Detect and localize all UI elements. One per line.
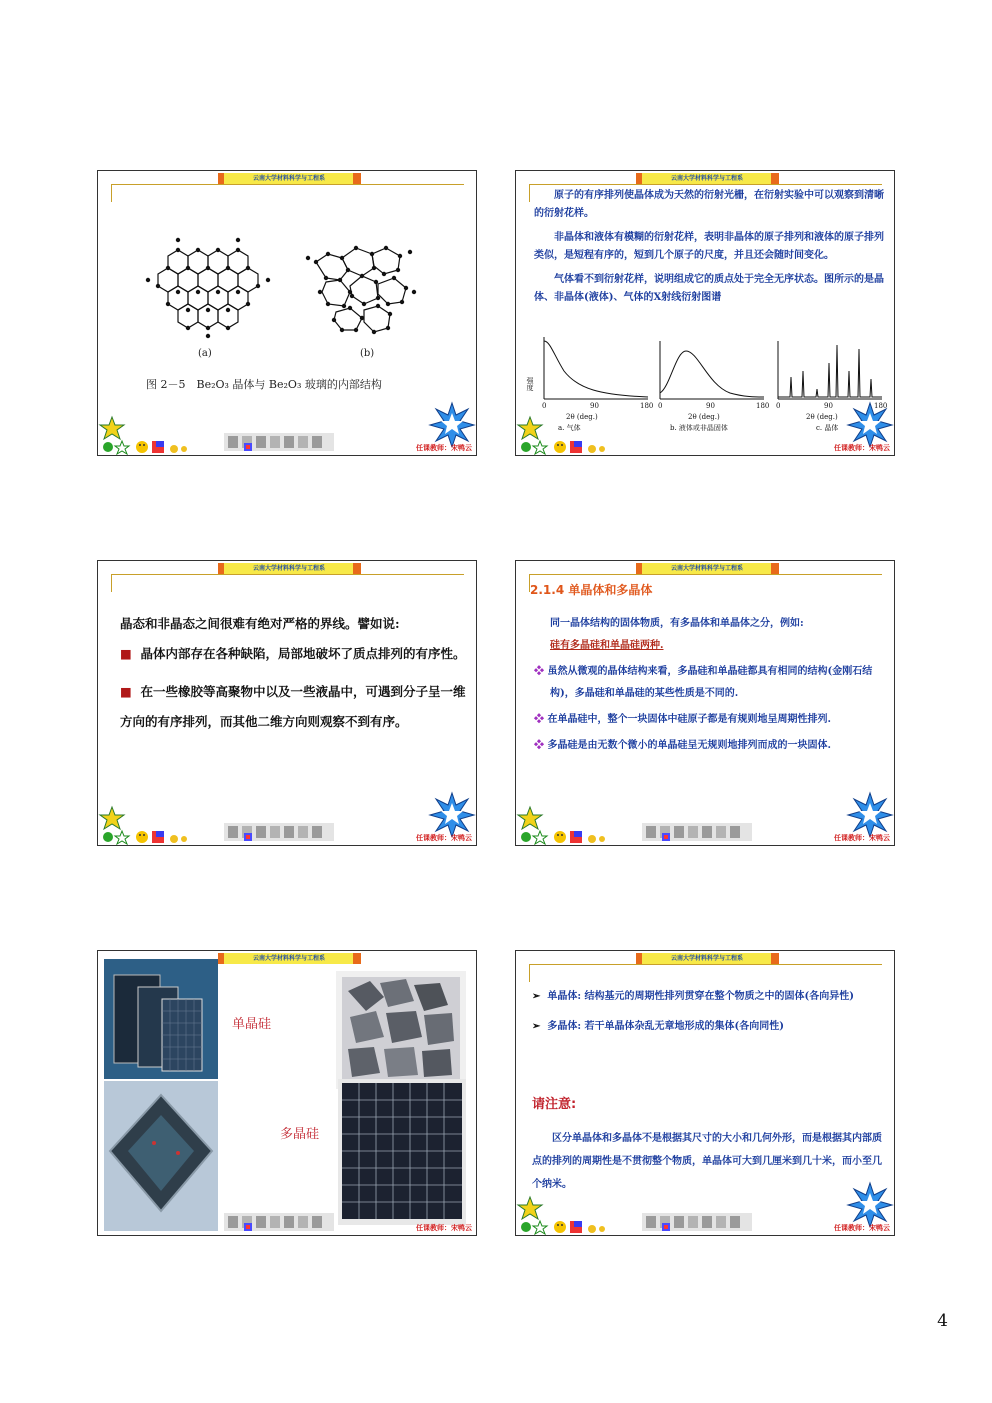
notice-heading: 请注意: [532, 1097, 577, 1112]
square-bullet-icon: ■ [120, 684, 141, 699]
paragraph: 原子的有序排列使晶体成为天然的衍射光栅，在衍射实验中可以观察到清晰的衍射花样。 [534, 190, 884, 219]
paragraph: 气体看不到衍射花样，说明组成它的质点处于完全无序状态。图所示的是晶体、非晶体(液体)、气体的X射线衍射图谱 [534, 274, 884, 303]
tick-label: 90 [706, 402, 715, 410]
text-block [120, 609, 468, 737]
slide-1 [97, 170, 477, 456]
tick-label: 180 [756, 402, 770, 410]
slide-header: 云南大学材料科学与工程系 [224, 563, 354, 574]
decoration-left [516, 801, 606, 845]
bullet-item [530, 735, 884, 757]
square-bullet-icon: ■ [120, 646, 141, 661]
decoration-left [98, 801, 188, 845]
slide-footer: 任课教师：宋鸭云 [416, 444, 472, 452]
figure-label-a: (a) [198, 348, 212, 359]
slide-footer: 任课教师：宋鸭云 [834, 444, 890, 452]
slide-footer: 任课教师：宋鸭云 [416, 1224, 472, 1232]
slide-footer: 任课教师：宋鸭云 [834, 1224, 890, 1232]
decoration-star-icon [428, 399, 476, 447]
slide-header: 云南大学材料科学与工程系 [642, 173, 772, 184]
example-link[interactable]: 硅有多晶硅和单晶硅两种. [550, 640, 664, 651]
frame-line [111, 184, 112, 202]
frame-line [529, 574, 882, 575]
diamond-bullet-icon: ❖ [534, 740, 548, 751]
text-block [530, 613, 884, 757]
mono-silicon-panels-photo [104, 959, 218, 1079]
label-mono-silicon: 单晶硅 [232, 1017, 272, 1032]
label-poly-silicon: 多晶硅 [280, 1127, 320, 1142]
watermark-logo [224, 1213, 334, 1231]
arrow-bullet-icon: ➢ [532, 991, 548, 1002]
decoration-left [516, 1191, 606, 1235]
bullet-text: 在单晶硅中，整个一块固体中硅原子都是有规则地呈周期性排列. [547, 714, 831, 725]
tick-label: 0 [776, 402, 781, 410]
figure-label-b: (b) [360, 348, 375, 359]
paragraph: 非晶体和液体有模糊的衍射花样，表明非晶体的原子排列和液体的原子排列类似，是短程有序的，短到几个原子的尺度，并且还会随时间变化。 [534, 232, 884, 261]
frame-line [529, 184, 530, 202]
slide-3 [97, 560, 477, 846]
arrow-bullet-icon: ➢ [532, 1021, 548, 1032]
slide-2 [515, 170, 895, 456]
slide-header: 云南大学材料科学与工程系 [642, 563, 772, 574]
bullet-item [530, 709, 884, 731]
decoration-star-icon [846, 1179, 894, 1227]
bullet-text: 单晶体: 结构基元的周期性排列贯穿在整个物质之中的固体(各向异性) [547, 991, 854, 1002]
header-cap [353, 953, 361, 964]
header-cap [771, 953, 779, 964]
silicon-chip-photo [104, 1081, 218, 1231]
bullet-text: 在一些橡胶等高聚物中以及一些液晶中，可遇到分子呈一维方向的有序排列，而其他二维方向则观察不到有序。 [120, 684, 466, 729]
slide-footer: 任课教师：宋鸭云 [416, 834, 472, 842]
x-axis-label: 2θ (deg.) [566, 413, 598, 421]
poly-silicon-panel-photo [338, 1079, 466, 1225]
bullet-text: 晶体内部存在各种缺陷，局部地破坏了质点排列的有序性。 [140, 646, 466, 661]
decoration-left [98, 411, 188, 455]
notice-paragraph: 区分单晶体和多晶体不是根据其尺寸的大小和几何外形，而是根据其内部质点的排列的周期性是不贯彻整个物质，单晶体可大到几厘米到几十米，而小至几个纳米。 [532, 1133, 882, 1190]
slide-header: 云南大学材料科学与工程系 [642, 953, 772, 964]
bullet-text: 虽然从微观的晶体结构来看，多晶硅和单晶硅都具有相同的结构(金刚石结构)，多晶硅和单晶硅的某些性质是不同的. [547, 666, 873, 699]
tick-label: 0 [542, 402, 547, 410]
decoration-left [516, 411, 606, 455]
frame-line [529, 964, 882, 965]
panel-caption: b. 液体或非晶固体 [670, 424, 728, 432]
diamond-bullet-icon: ❖ [534, 714, 548, 725]
diamond-bullet-icon: ❖ [534, 666, 548, 677]
figure-caption: 图 2－5 Be₂O₃ 晶体与 Be₂O₃ 玻璃的内部结构 [146, 378, 382, 391]
frame-line [111, 184, 464, 185]
poly-silicon-chunks-photo [336, 971, 466, 1089]
watermark-logo [224, 433, 334, 451]
slide-footer: 任课教师：宋鸭云 [834, 834, 890, 842]
bullet-text: 多晶体: 若干单晶体杂乱无章地形成的集体(各向同性) [547, 1021, 784, 1032]
intro-text: 晶态和非晶态之间很难有绝对严格的界线。譬如说: [120, 616, 400, 631]
x-axis-label: 2θ (deg.) [688, 413, 720, 421]
frame-line [529, 964, 530, 982]
header-cap [353, 173, 361, 184]
frame-line [111, 574, 464, 575]
y-axis-label: 强度 [526, 377, 534, 391]
tick-label: 180 [640, 402, 654, 410]
tick-label: 90 [824, 402, 833, 410]
slide-header: 云南大学材料科学与工程系 [224, 173, 354, 184]
tick-label: 180 [874, 402, 888, 410]
bullet-text: 多晶硅是由无数个微小的单晶硅呈无规则地排列而成的一块固体. [547, 740, 831, 751]
slide-title: 2.1.4 单晶体和多晶体 [530, 583, 653, 597]
frame-line [529, 184, 882, 185]
slide-4 [515, 560, 895, 846]
bullet-item [532, 1017, 882, 1037]
watermark-logo [224, 823, 334, 841]
bullet-item [120, 639, 468, 669]
frame-line [111, 574, 112, 592]
header-cap [771, 563, 779, 574]
bullet-item [120, 677, 468, 737]
decoration-star-icon [846, 789, 894, 837]
decoration-star-icon [428, 789, 476, 837]
crystal-structure-figure [98, 226, 476, 386]
tick-label: 90 [590, 402, 599, 410]
decoration-star-icon [846, 399, 894, 447]
text-block [532, 987, 882, 1037]
slide-5 [97, 950, 477, 1236]
panel-caption: a. 气体 [558, 424, 581, 432]
header-cap [771, 173, 779, 184]
intro-text: 同一晶体结构的固体物质，有多晶体和单晶体之分，例如: [550, 618, 804, 629]
bullet-item [530, 661, 884, 705]
bullet-item [532, 987, 882, 1007]
watermark-logo [642, 823, 752, 841]
text-block [534, 187, 884, 307]
page-number: 4 [937, 1311, 948, 1331]
tick-label: 0 [658, 402, 663, 410]
x-axis-label: 2θ (deg.) [806, 413, 838, 421]
header-cap [353, 563, 361, 574]
slide-header: 云南大学材料科学与工程系 [224, 953, 354, 964]
slide-6 [515, 950, 895, 1236]
panel-caption: c. 晶体 [816, 424, 839, 432]
watermark-logo [642, 1213, 752, 1231]
